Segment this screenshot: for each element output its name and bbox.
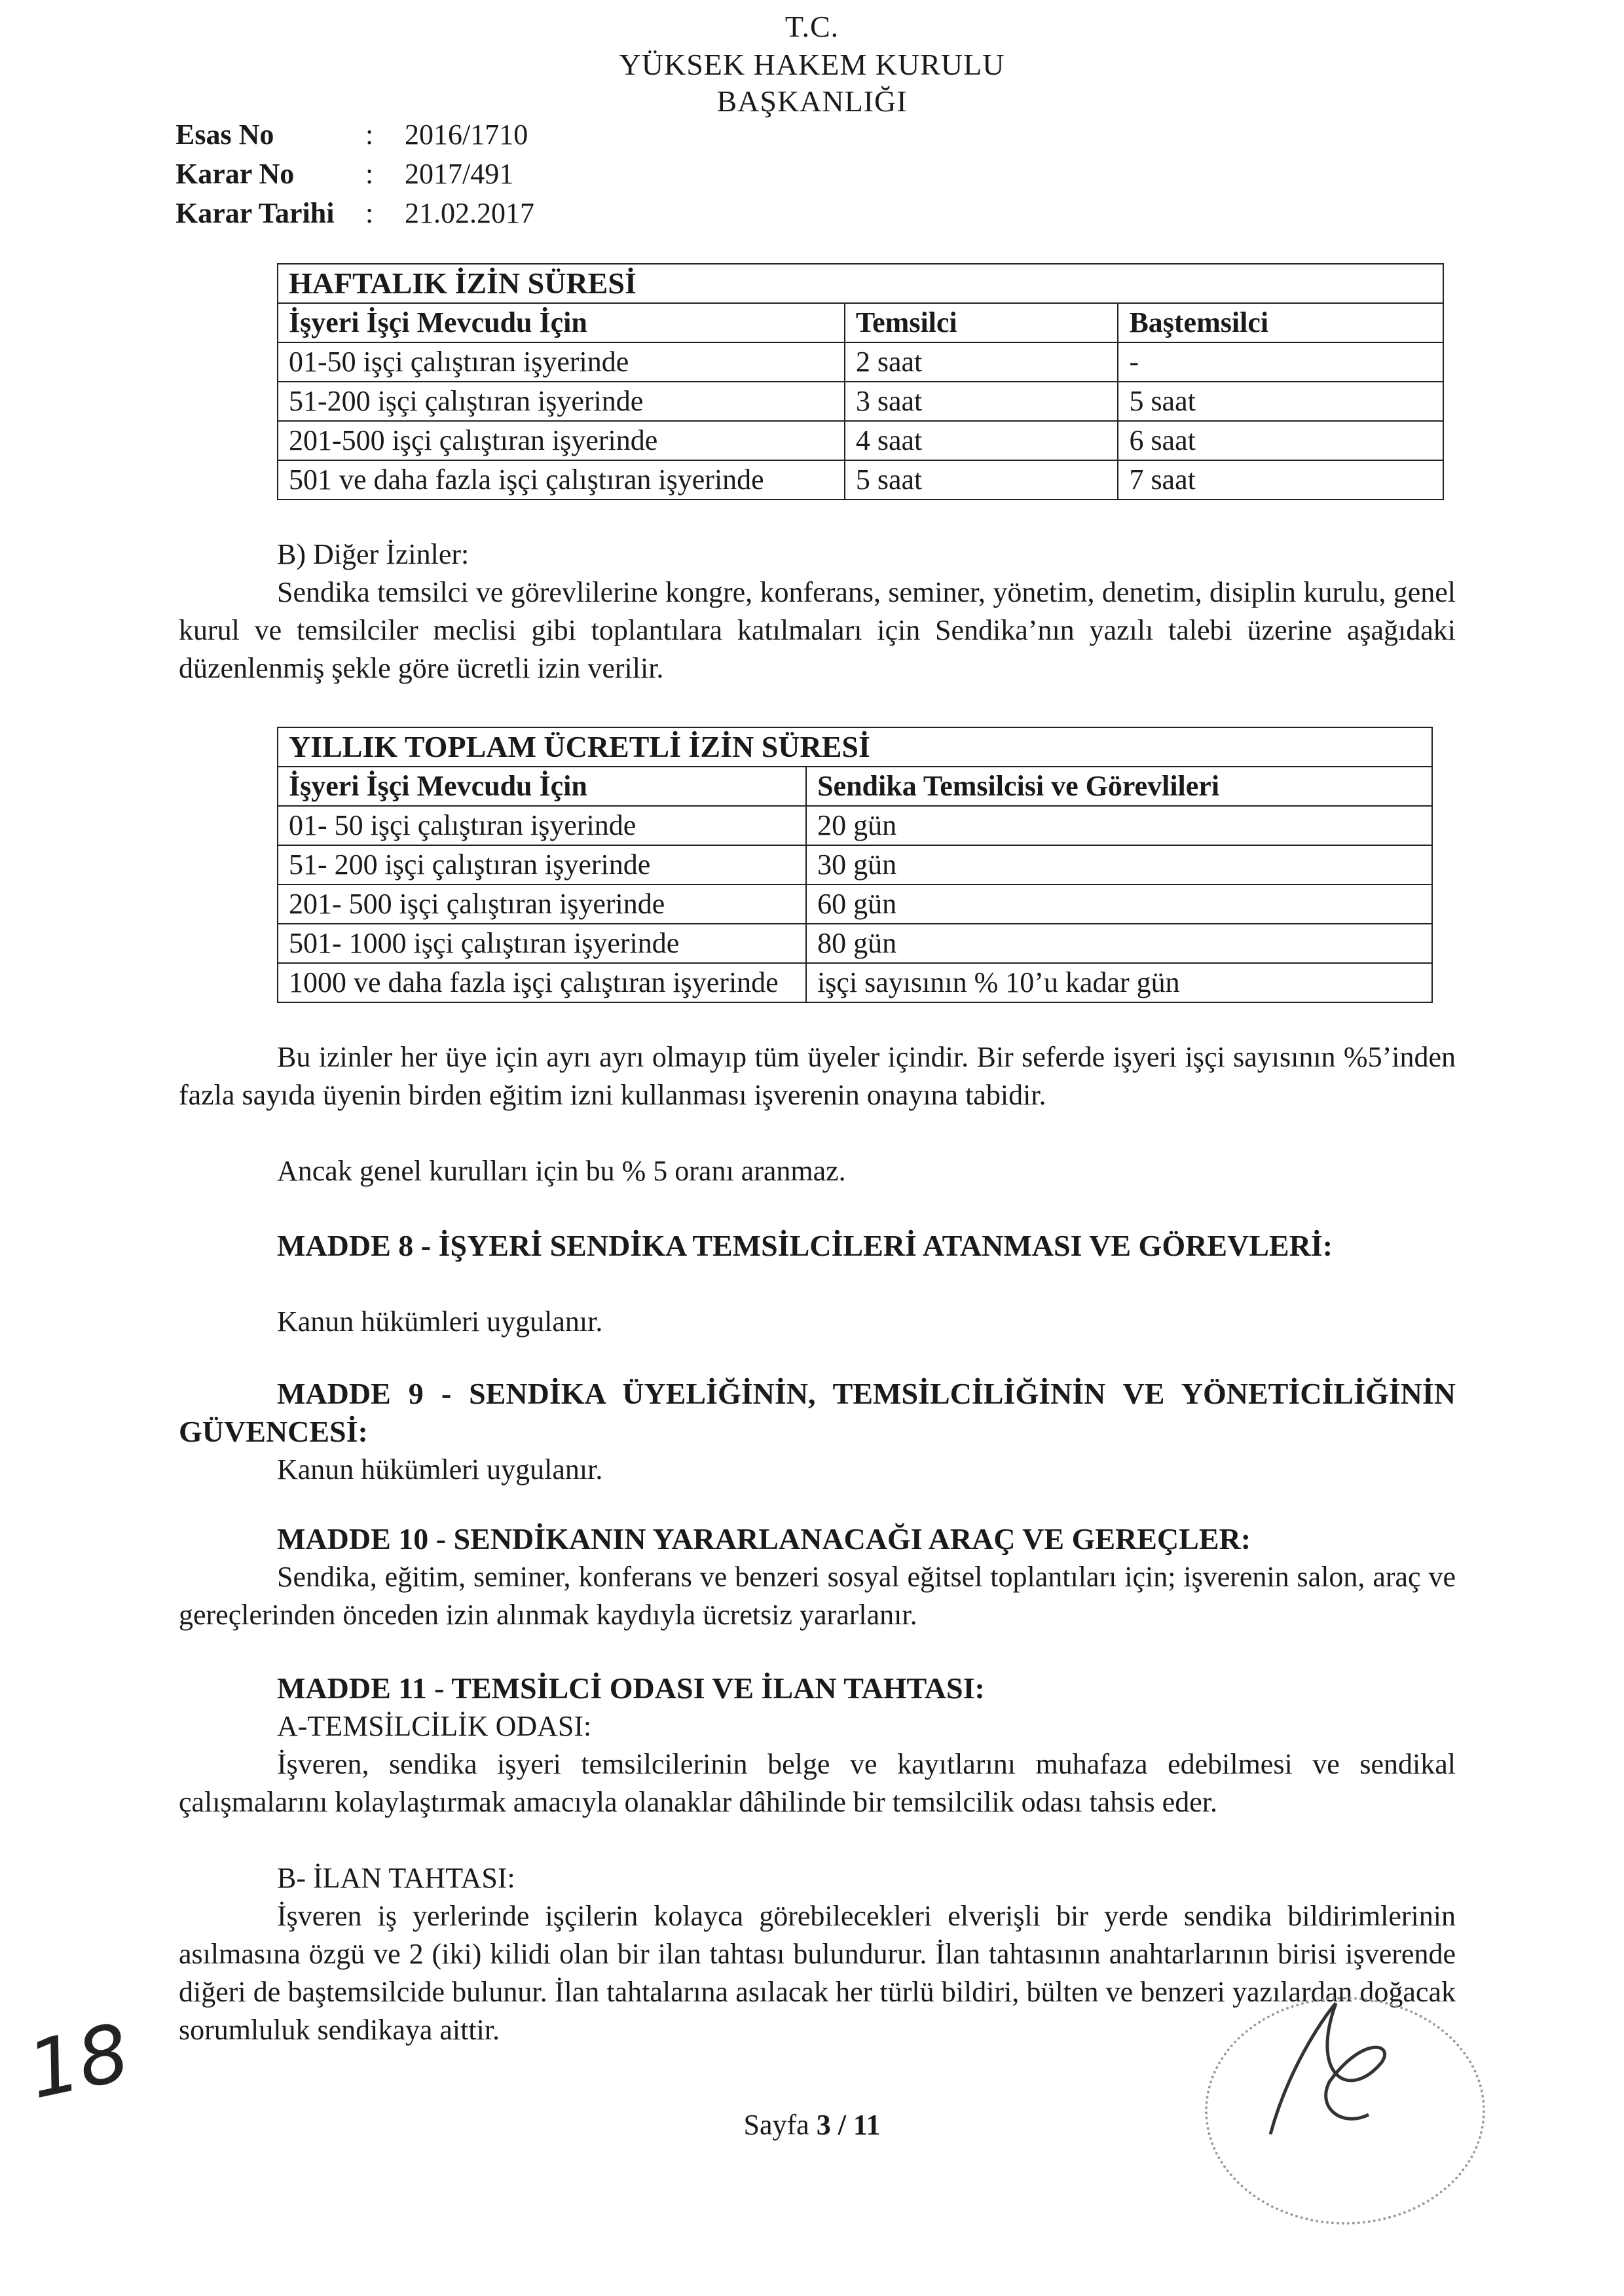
article-11-sub-b: B- İLAN TAHTASI: — [277, 1862, 515, 1894]
table-cell: 30 gün — [806, 845, 1432, 884]
table-cell: 51-200 işçi çalıştıran işyerinde — [278, 382, 845, 421]
meta-value: 2017/491 — [405, 158, 514, 190]
table-cell: 51- 200 işçi çalıştıran işyerinde — [278, 845, 806, 884]
page-separator: / — [838, 2109, 846, 2141]
meta-row-tarih — [175, 194, 534, 233]
meta-label: Karar No — [175, 158, 295, 190]
table-cell: 01-50 işçi çalıştıran işyerinde — [278, 342, 845, 382]
column-header: İşyeri İşçi Mevcudu İçin — [278, 303, 845, 342]
meta-sep: : — [365, 118, 374, 151]
column-header: İşyeri İşçi Mevcudu İçin — [278, 767, 806, 806]
table-cell: 7 saat — [1118, 460, 1443, 500]
table-cell: 2 saat — [845, 342, 1118, 382]
case-meta — [175, 115, 534, 233]
meta-sep: : — [365, 197, 374, 229]
weekly-leave-table — [277, 263, 1444, 500]
meta-row-karar — [175, 155, 534, 194]
table-row — [278, 845, 1432, 884]
article-11-sub-a: A-TEMSİLCİLİK ODASI: — [277, 1710, 592, 1742]
article-9-heading: MADDE 9 - SENDİKA ÜYELİĞİNİN, TEMSİLCİLİĞİNİN VE YÖNETİCİLİĞİNİN GÜVENCESİ: — [179, 1377, 1456, 1448]
table-row — [278, 460, 1443, 500]
table-row — [278, 342, 1443, 382]
table-cell: 20 gün — [806, 806, 1432, 845]
margin-handwritten-note: 18 — [20, 2007, 138, 2117]
page-label: Sayfa — [743, 2109, 809, 2141]
article-10-text: Sendika, eğitim, seminer, konferans ve benzeri sosyal eğitsel toplantıları için; işverenin salon, araç ve gereçlerinden önceden izin alınmak kaydıyla ücretsiz yararlanır. — [179, 1561, 1456, 1631]
meta-label: Esas No — [175, 118, 274, 151]
article-10-heading: MADDE 10 - SENDİKANIN YARARLANACAĞI ARAÇ VE GEREÇLER: — [277, 1522, 1251, 1556]
article-11-heading: MADDE 11 - TEMSİLCİ ODASI VE İLAN TAHTASI: — [277, 1671, 985, 1705]
page-total: 11 — [853, 2109, 881, 2141]
article-11-text-b: İşveren iş yerlerinde işçilerin kolayca görebilecekleri elverişli bir yerde sendika bildirimlerinin asılmasına özgü ve 2 (iki) kilidi olan bir ilan tahtası bulundurur. İlan tahtasının anahtarlarının birisi işverende diğeri de baştemsilcide bulunur. İlan tahtalarına asılacak her türlü bildiri, bülten ve benzeri yazılardan doğacak sorumluluk sendikaya aittir. — [179, 1900, 1456, 2046]
table-cell: 4 saat — [845, 421, 1118, 460]
after-table-note: Ancak genel kurulları için bu % 5 oranı aranmaz. — [277, 1155, 846, 1187]
table-cell: - — [1118, 342, 1443, 382]
table-cell: 1000 ve daha fazla işçi çalıştıran işyerinde — [278, 963, 806, 1002]
page-current: 3 — [816, 2109, 831, 2141]
section-b-heading: B) Diğer İzinler: — [277, 538, 470, 570]
table-cell: işçi sayısının % 10’u kadar gün — [806, 963, 1432, 1002]
table-title: YILLIK TOPLAM ÜCRETLİ İZİN SÜRESİ — [278, 727, 1432, 767]
table-cell: 201-500 işçi çalıştıran işyerinde — [278, 421, 845, 460]
meta-value: 2016/1710 — [405, 118, 528, 151]
column-header: Temsilci — [845, 303, 1118, 342]
annual-leave-table — [277, 727, 1433, 1003]
table-cell: 501 ve daha fazla işçi çalıştıran işyerinde — [278, 460, 845, 500]
table-cell: 501- 1000 işçi çalıştıran işyerinde — [278, 924, 806, 963]
after-table-paragraph: Bu izinler her üye için ayrı ayrı olmayıp tüm üyeler içindir. Bir seferde işyeri işçi sayısının %5’inden fazla sayıda üyenin birden eğitim izni kullanması işverenin onayına tabidir. — [179, 1041, 1456, 1111]
table-cell: 01- 50 işçi çalıştıran işyerinde — [278, 806, 806, 845]
column-header: Sendika Temsilcisi ve Görevlileri — [806, 767, 1432, 806]
table-cell: 5 saat — [845, 460, 1118, 500]
table-row — [278, 924, 1432, 963]
article-11-text-a: İşveren, sendika işyeri temsilcilerinin belge ve kayıtlarını muhafaza edebilmesi ve sendikal çalışmalarını kolaylaştırmak amacıyla olanaklar dâhilinde bir temsilcilik odası tahsis eder. — [179, 1748, 1456, 1818]
meta-row-esas — [175, 115, 534, 155]
article-9-text: Kanun hükümleri uygulanır. — [277, 1453, 603, 1485]
table-header-row — [278, 767, 1432, 806]
header-tc: T.C. — [784, 10, 840, 43]
section-b-text: Sendika temsilci ve görevlilerine kongre, konferans, seminer, yönetim, denetim, disiplin kurulu, genel kurul ve temsilciler meclisi gibi toplantılara katılmaları için Sendika’nın yazılı talebi üzerine aşağıdaki düzenlenmiş şekle göre ücretli izin verilir. — [179, 576, 1456, 684]
table-row — [278, 421, 1443, 460]
header-presidency: BAŞKANLIĞI — [716, 84, 908, 118]
meta-label: Karar Tarihi — [175, 197, 335, 229]
meta-value: 21.02.2017 — [405, 197, 534, 229]
table-header-row — [278, 303, 1443, 342]
table-cell: 80 gün — [806, 924, 1432, 963]
article-8-text: Kanun hükümleri uygulanır. — [277, 1305, 603, 1338]
table-row — [278, 382, 1443, 421]
header-institution: YÜKSEK HAKEM KURULU — [619, 48, 1005, 81]
table-title: HAFTALIK İZİN SÜRESİ — [278, 264, 1443, 303]
table-cell: 6 saat — [1118, 421, 1443, 460]
column-header: Baştemsilci — [1118, 303, 1443, 342]
table-cell: 5 saat — [1118, 382, 1443, 421]
table-cell: 3 saat — [845, 382, 1118, 421]
table-cell: 201- 500 işçi çalıştıran işyerinde — [278, 884, 806, 924]
article-8-heading: MADDE 8 - İŞYERİ SENDİKA TEMSİLCİLERİ ATANMASI VE GÖREVLERİ: — [277, 1229, 1333, 1262]
table-row — [278, 806, 1432, 845]
meta-sep: : — [365, 158, 374, 190]
table-row — [278, 963, 1432, 1002]
page-number — [0, 2108, 1624, 2141]
table-row — [278, 884, 1432, 924]
table-cell: 60 gün — [806, 884, 1432, 924]
